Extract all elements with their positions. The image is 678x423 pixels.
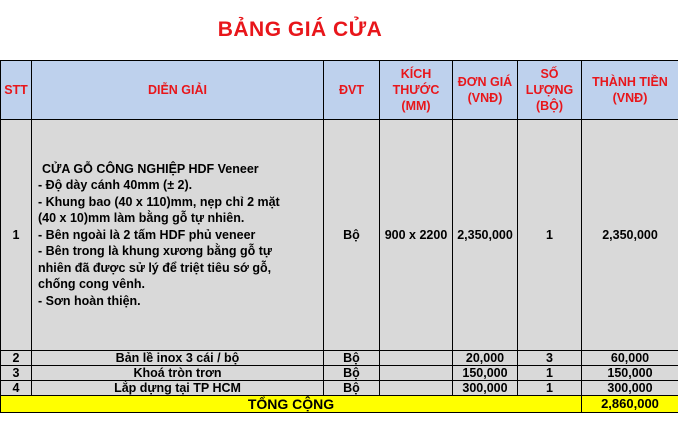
row-so-luong: 1 — [518, 381, 582, 396]
description-line: CỬA GỖ CÔNG NGHIỆP HDF Veneer — [42, 161, 259, 176]
header-don-gia-line: ĐƠN GIÁ — [457, 75, 513, 89]
header-stt: STT — [1, 61, 32, 120]
row-description — [32, 120, 324, 351]
header-so-luong-line: LƯỢNG — [525, 83, 574, 97]
header-thanh-tien-line: (VNĐ) — [612, 91, 648, 105]
header-kich-thuoc-line: (MM) — [401, 99, 431, 113]
total-value: 2,860,000 — [582, 396, 678, 413]
row-description: Khoá tròn trơn — [32, 366, 324, 381]
description-line: - Bên ngoài là 2 tấm HDF phủ veneer — [38, 227, 256, 242]
row-don-gia: 2,350,000 — [453, 120, 518, 351]
row-dvt: Bộ — [324, 351, 380, 366]
table-row — [1, 381, 678, 396]
row-dvt: Bộ — [324, 120, 380, 351]
row-so-luong: 1 — [518, 366, 582, 381]
row-so-luong: 1 — [518, 120, 582, 351]
header-thanh-tien-line: THÀNH TIỀN — [592, 75, 668, 89]
table-row — [1, 120, 678, 351]
row-don-gia: 300,000 — [453, 381, 518, 396]
row-stt: 2 — [1, 351, 32, 366]
description-line: - Khung bao (40 x 110)mm, nẹp chỉ 2 mặt — [38, 194, 280, 209]
row-thanh-tien: 150,000 — [582, 366, 678, 381]
description-line: - Bên trong là khung xương bằng gỗ tự — [38, 244, 272, 259]
row-kich-thuoc — [380, 351, 453, 366]
total-label: TỔNG CỘNG — [1, 396, 582, 413]
description-line: (40 x 10)mm làm bằng gỗ tự nhiên. — [38, 211, 245, 226]
header-so-luong-line: SỐ — [540, 67, 559, 81]
header-don-gia-line: (VNĐ) — [467, 91, 503, 105]
description-line: - Sơn hoàn thiện. — [38, 293, 141, 308]
header-thanh-tien — [582, 61, 678, 120]
header-kich-thuoc-line: THƯỚC — [392, 83, 440, 97]
header-don-gia — [453, 61, 518, 120]
header-kich-thuoc-line: KÍCH — [400, 67, 432, 81]
row-stt: 3 — [1, 366, 32, 381]
row-kich-thuoc — [380, 381, 453, 396]
header-so-luong-line: (BỘ) — [535, 99, 564, 113]
row-dvt: Bộ — [324, 366, 380, 381]
row-thanh-tien: 2,350,000 — [582, 120, 678, 351]
row-stt: 1 — [1, 120, 32, 351]
table-row — [1, 351, 678, 366]
row-don-gia: 150,000 — [453, 366, 518, 381]
row-dvt: Bộ — [324, 381, 380, 396]
header-dvt: ĐVT — [324, 61, 380, 120]
header-kich-thuoc — [380, 61, 453, 120]
row-thanh-tien: 60,000 — [582, 351, 678, 366]
description-line: chống cong vênh. — [38, 277, 145, 292]
row-description: Lắp dựng tại TP HCM — [32, 381, 324, 396]
page-title: BẢNG GIÁ CỬA — [217, 18, 383, 41]
price-table — [0, 60, 678, 413]
description-line: nhiên đã được sử lý để triệt tiêu sớ gỗ, — [38, 260, 272, 275]
row-so-luong: 3 — [518, 351, 582, 366]
row-thanh-tien: 300,000 — [582, 381, 678, 396]
row-description: Bản lề inox 3 cái / bộ — [32, 351, 324, 366]
header-row — [1, 61, 678, 120]
total-row — [1, 396, 678, 413]
row-kich-thuoc — [380, 366, 453, 381]
row-stt: 4 — [1, 381, 32, 396]
row-don-gia: 20,000 — [453, 351, 518, 366]
row-kich-thuoc: 900 x 2200 — [380, 120, 453, 351]
table-row — [1, 366, 678, 381]
header-dien-giai: DIỄN GIẢI — [32, 61, 324, 120]
header-so-luong — [518, 61, 582, 120]
description-line: - Độ dày cánh 40mm (± 2). — [38, 178, 193, 193]
